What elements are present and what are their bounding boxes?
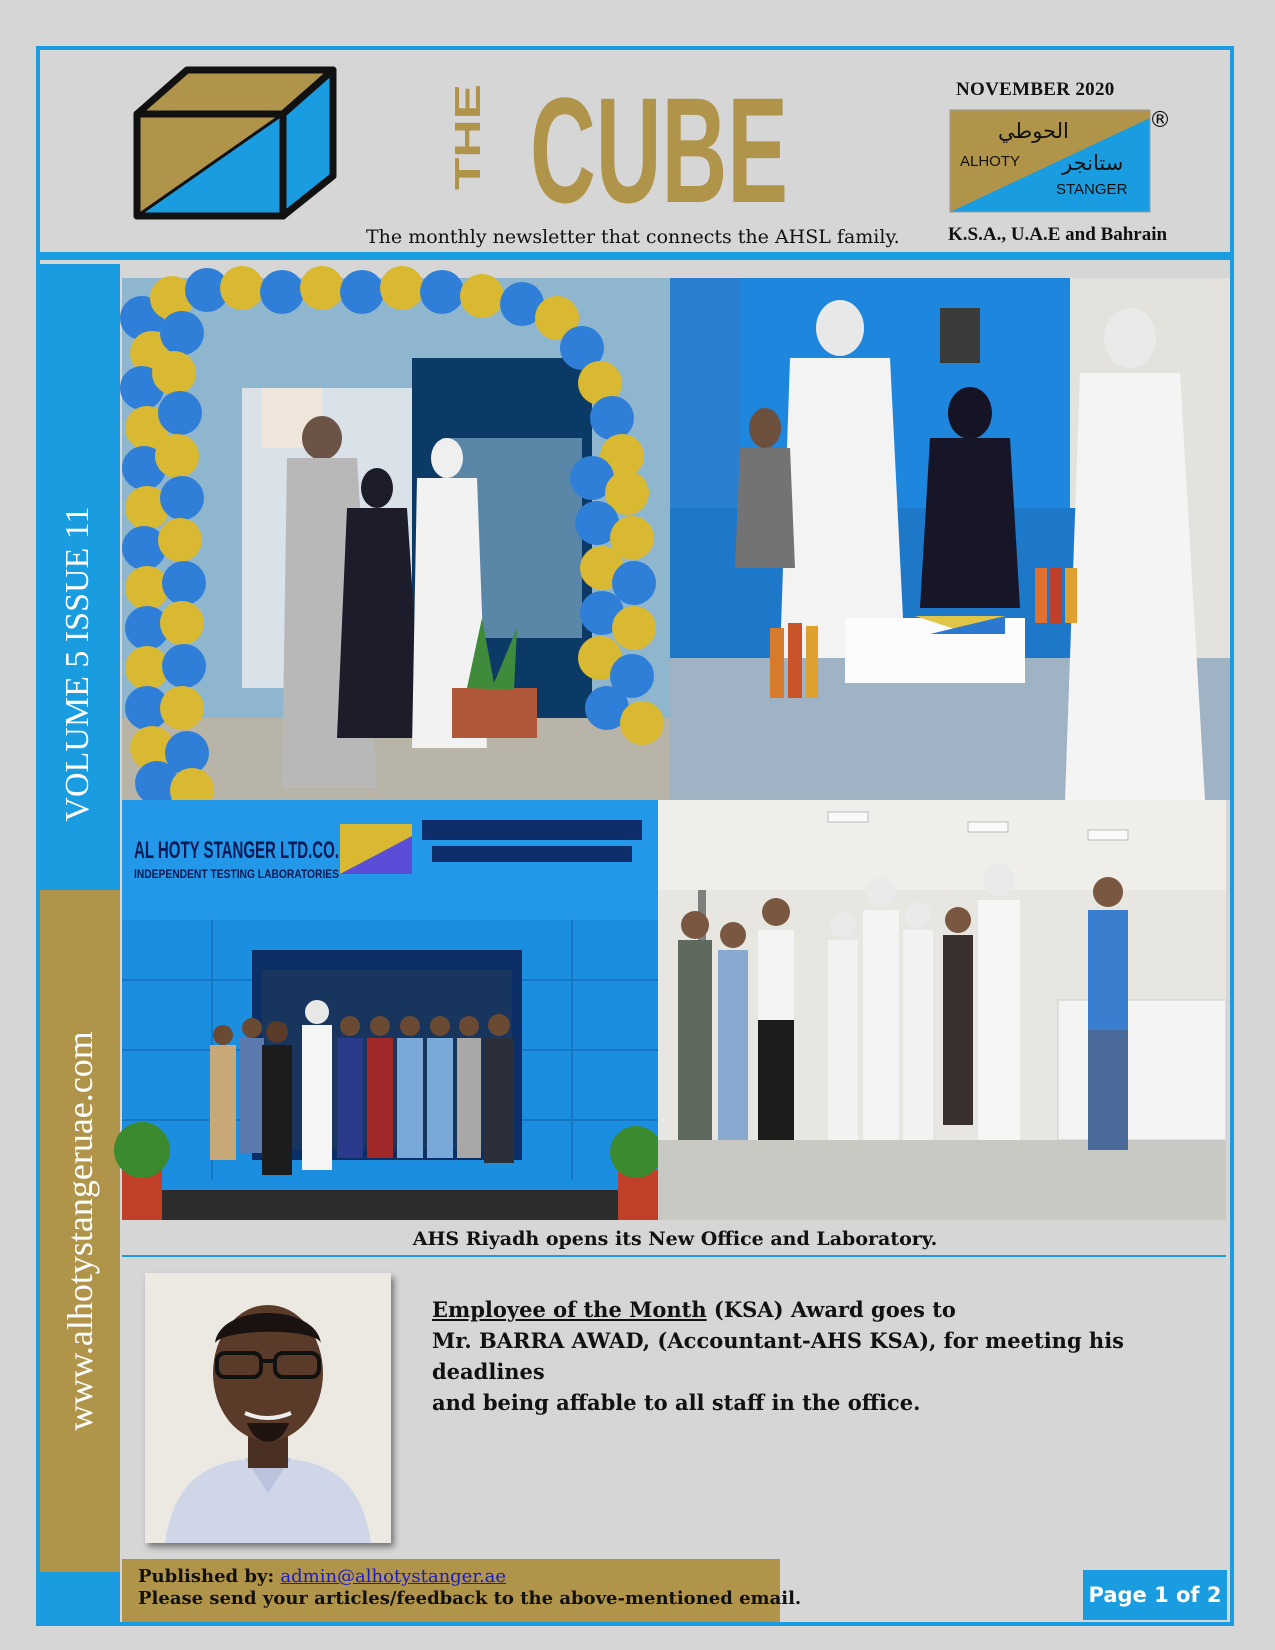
employee-portrait (145, 1273, 391, 1543)
employee-award-text (432, 1294, 1212, 1418)
employee-of-month-label: Employee of the Month (432, 1297, 707, 1322)
caption-divider (122, 1255, 1226, 1257)
page-number: Page 1 of 2 (1088, 1583, 1222, 1607)
svg-text:الحوطي: الحوطي (998, 119, 1069, 143)
tagline: The monthly newsletter that connects the AHSL family. (366, 226, 900, 248)
footer-publisher-text (138, 1566, 801, 1610)
award-line-2: Mr. BARRA AWAD, (Accountant-AHS KSA), for meeting his deadlines (432, 1328, 1125, 1384)
lab-visit-photo (658, 800, 1226, 1220)
title-the (447, 82, 488, 192)
svg-text:INDEPENDENT TESTING LABORATORI: INDEPENDENT TESTING LABORATORIES (134, 867, 339, 881)
alhoty-stanger-logo (950, 110, 1150, 212)
svg-text:ALHOTY: ALHOTY (960, 153, 1021, 170)
registered-mark: ® (1149, 108, 1171, 133)
cake-cutting-photo (670, 278, 1230, 800)
svg-text:STANGER: STANGER (1056, 181, 1128, 198)
published-by-label: Published by: (138, 1566, 281, 1587)
svg-text:THE: THE (447, 118, 488, 190)
regions: K.S.A., U.A.E and Bahrain (948, 224, 1168, 245)
issue-date: NOVEMBER 2020 (956, 79, 1115, 100)
photo-caption: AHS Riyadh opens its New Office and Laboratory. (412, 1228, 938, 1250)
title-cube (530, 66, 790, 234)
feedback-note: Please send your articles/feedback to the above-mentioned email. (138, 1588, 802, 1609)
page-number-badge (1083, 1570, 1227, 1620)
svg-text:ستانجر: ستانجر (1062, 151, 1124, 175)
award-line-1-rest: (KSA) Award goes to (706, 1297, 956, 1322)
award-line-1 (432, 1294, 1212, 1325)
website-link[interactable]: www.alhotystangeruae.com (60, 1031, 100, 1431)
award-line-3: and being affable to all staff in the office. (432, 1390, 921, 1415)
volume-issue-label: VOLUME 5 ISSUE 11 (59, 506, 96, 822)
building-front-photo (122, 800, 658, 1220)
svg-text:AL HOTY STANGER LTD.CO.: AL HOTY STANGER LTD.CO. (134, 837, 339, 864)
cube-logo-icon (133, 66, 343, 226)
ribbon-cutting-photo (122, 278, 682, 800)
svg-text:CUBE: CUBE (530, 66, 788, 234)
sidebar-bottom-band (40, 1572, 120, 1622)
publisher-email-link[interactable]: admin@alhotystanger.ae (280, 1566, 507, 1587)
